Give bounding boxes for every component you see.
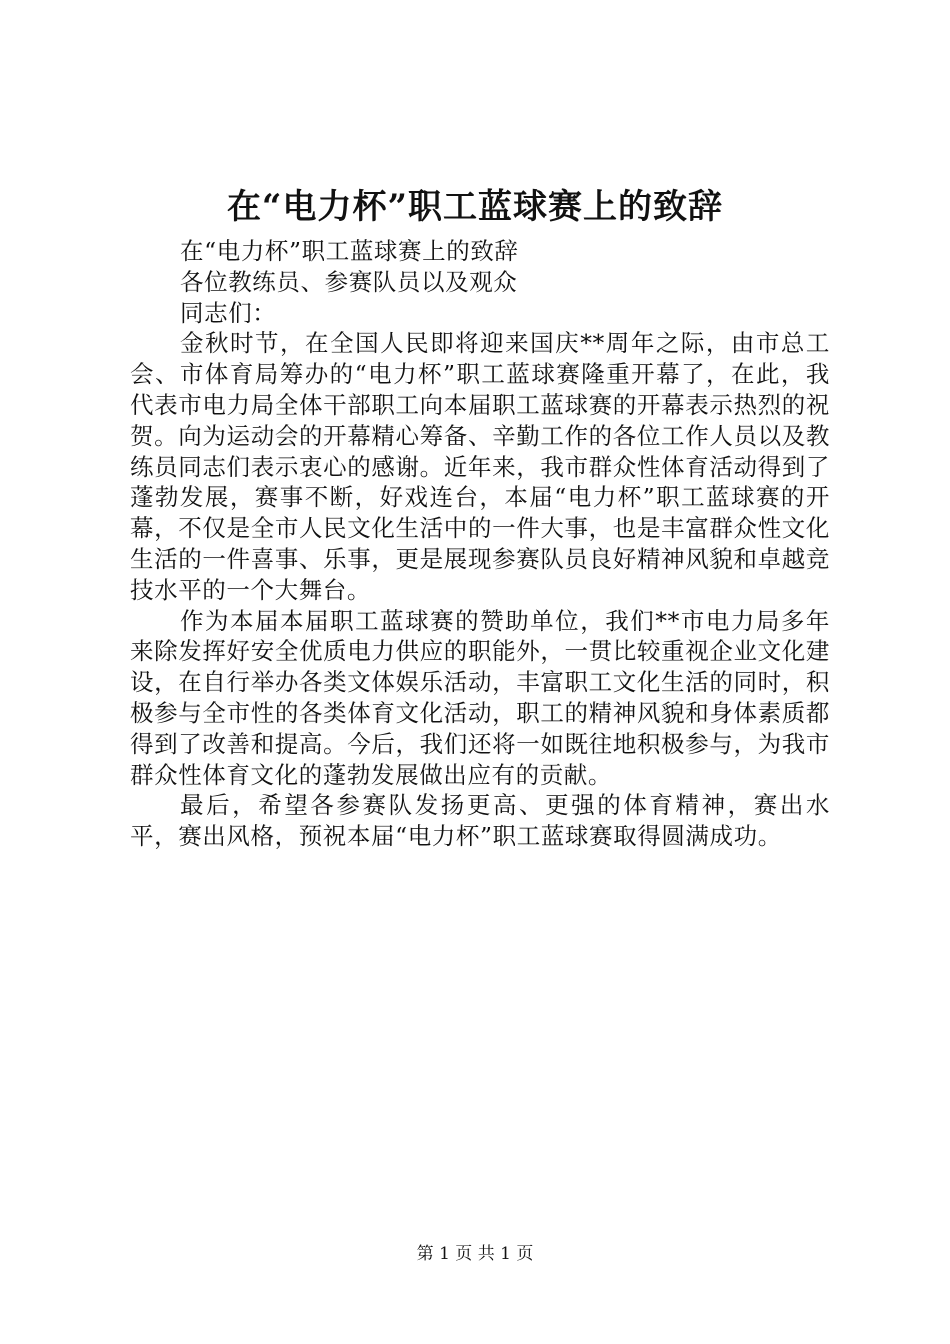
salutation-line-2: 同志们：: [180, 298, 277, 327]
document-body: [130, 236, 830, 852]
paragraph-3: 最后，希望各参赛队发扬更高、更强的体育精神，赛出水平，赛出风格，预祝本届“电力杯”职工蓝球赛取得圆满成功。: [130, 791, 830, 851]
paragraph-1: 金秋时节，在全国人民即将迎来国庆**周年之际，由市总工会、市体育局筹办的“电力杯”职工蓝球赛隆重开幕了，在此，我代表市电力局全体干部职工向本届职工蓝球赛的开幕表示热烈的祝贺。向为运动会的开幕精心筹备、辛勤工作的各位工作人员以及教练员同志们表示衷心的感谢。近年来，我市群众性体育活动得到了蓬勃发展，赛事不断，好戏连台，本届“电力杯”职工蓝球赛的开幕，不仅是全市人民文化生活中的一件大事，也是丰富群众性文化生活的一件喜事、乐事，更是展现参赛队员良好精神风貌和卓越竞技水平的一个大舞台。: [130, 329, 830, 604]
document-subtitle: 在“电力杯”职工蓝球赛上的致辞: [180, 237, 519, 265]
paragraph-2: 作为本届本届职工蓝球赛的赞助单位，我们**市电力局多年来除发挥好安全优质电力供应的职能外，一贯比较重视企业文化建设，在自行举办各类文体娱乐活动，丰富职工文化生活的同时，积极参与全市性的各类体育文化活动，职工的精神风貌和身体素质都得到了改善和提高。今后，我们还将一如既往地积极参与，为我市群众性体育文化的蓬勃发展做出应有的贡献。: [130, 606, 830, 789]
page-footer: 第 1 页 共 1 页: [416, 1244, 534, 1264]
salutation-line-1: 各位教练员、参赛队员以及观众: [180, 267, 518, 296]
document-title: 在“电力杯”职工蓝球赛上的致辞: [226, 187, 724, 227]
